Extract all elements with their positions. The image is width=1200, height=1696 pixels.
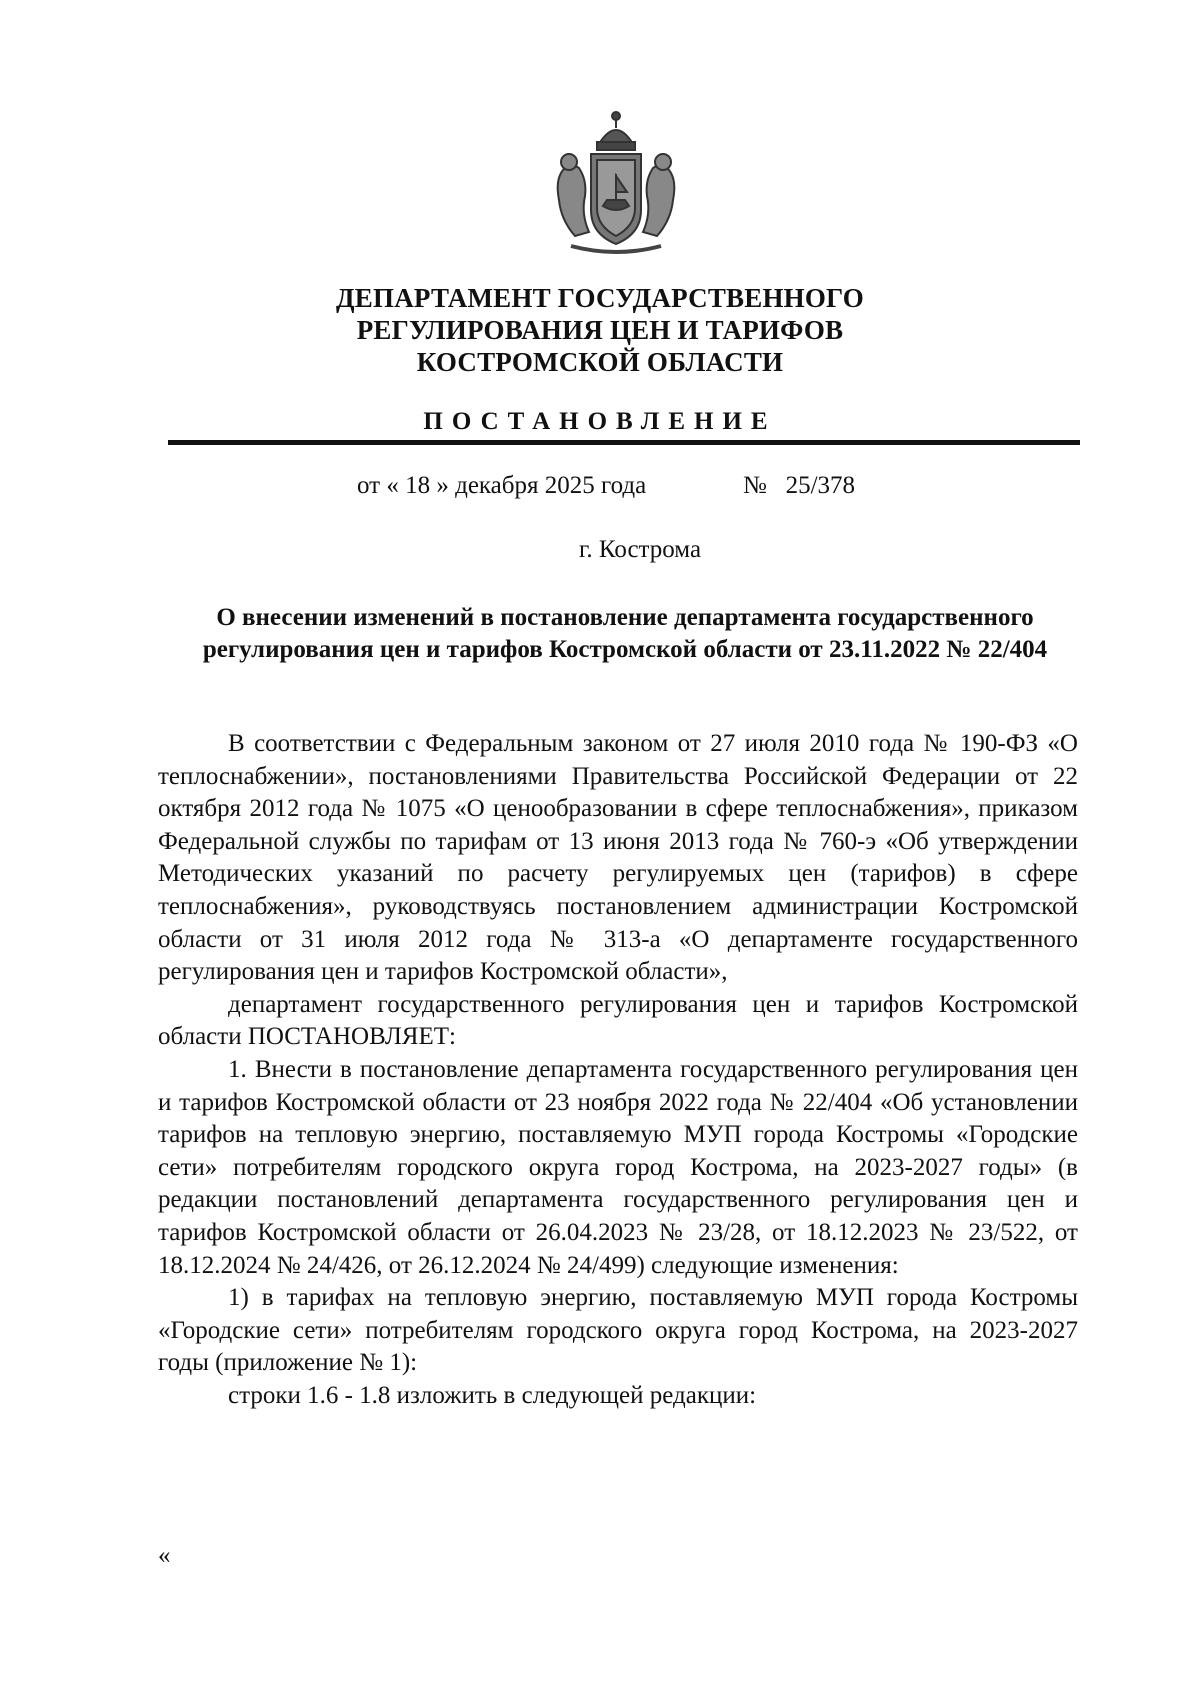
header-divider xyxy=(168,440,1080,445)
department-name-line-1: ДЕПАРТАМЕНТ ГОСУДАРСТВЕННОГО xyxy=(336,283,864,313)
department-name xyxy=(200,282,1000,378)
document-type-heading: ПОСТАНОВЛЕНИЕ xyxy=(423,408,777,435)
document-body xyxy=(158,728,1078,1412)
document-subject xyxy=(160,602,1090,666)
body-paragraph-4: 1) в тарифах на тепловую энергию, поставляемую МУП города Костромы «Городские сети» потребителям городского округа город Кострома, на 2023-2027 годы (приложение № 1): xyxy=(158,1284,1078,1377)
subject-line-2: регулирования цен и тарифов Костромской области от 23.11.2022 № 22/404 xyxy=(202,636,1048,663)
body-paragraph-1: В соответствии с Федеральным законом от 27 июля 2010 года № 190-ФЗ «О теплоснабжении», постановлениями Правительства Российской Федерации от 22 октября 2012 года № 1075 «О ценообразовании в сфере теплоснабжения», приказом Федеральной службы по тарифам от 13 июня 2013 года № 760-э «Об утверждении Методических указаний по расчету регулируемых цен (тарифов) в сфере теплоснабжения», руководствуясь постановлением администрации Костромской области от 31 июля 2012 года № 313-а «О департаменте государственного регулирования цен и тарифов Костромской области», xyxy=(158,730,1078,986)
department-name-line-3: КОСТРОМСКОЙ ОБЛАСТИ xyxy=(416,347,784,377)
body-paragraph-2: департамент государственного регулирования цен и тарифов Костромской области ПОСТАНОВЛЯЕТ: xyxy=(158,990,1078,1051)
document-city: г. Кострома xyxy=(578,536,702,563)
body-paragraph-5: строки 1.6 - 1.8 изложить в следующей редакции: xyxy=(228,1381,757,1409)
body-paragraph-3: 1. Внести в постановление департамента государственного регулирования цен и тарифов Костромской области от 23 ноября 2022 года № 22/404 «Об установлении тарифов на тепловую энергию, поставляемую МУП города Костромы «Городские сети» потребителям городского округа город Кострома, на 2023-2027 годы» (в редакции постановлений департамента государственного регулирования цен и тарифов Костромской области от 26.04.2023 № 23/28, от 18.12.2023 № 23/522, от 18.12.2024 № 24/426, от 26.12.2024 № 24/499) следующие изменения: xyxy=(158,1055,1078,1279)
subject-line-1: О внесении изменений в постановление департамента государственного xyxy=(216,604,1034,631)
department-name-line-2: РЕГУЛИРОВАНИЯ ЦЕН И ТАРИФОВ xyxy=(356,315,844,345)
closing-quote-mark: « xyxy=(158,1542,171,1569)
document-number: № 25/378 xyxy=(743,472,856,499)
document-date: от « 18 » декабря 2025 года xyxy=(357,472,647,499)
coat-of-arms-emblem xyxy=(541,110,691,260)
